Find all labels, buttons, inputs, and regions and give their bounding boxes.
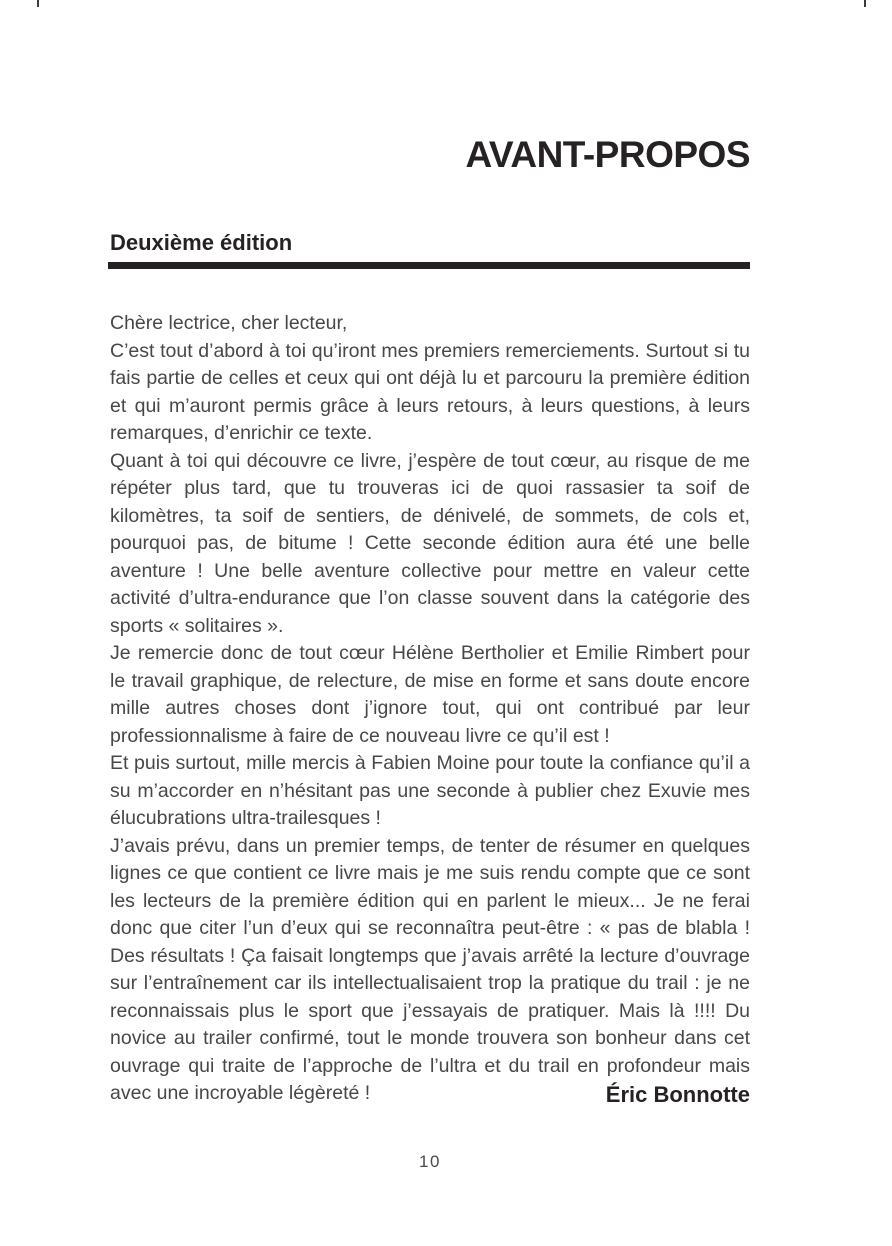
- body-paragraph: Quant à toi qui découvre ce livre, j’espère de tout cœur, au risque de me répéter plus tard, que tu trouveras ici de quoi rassasier ta soif de kilomètres, ta soif de sentiers, de dénivelé, de sommets, de cols et, pourquoi pas, de bitume ! Cette seconde édition aura été une belle aventure ! Une belle aventure collective pour mettre en valeur cette activité d’ultra-endurance que l’on classe souvent dans la catégorie des sports « solitaires ».: [110, 449, 750, 637]
- crop-mark-top-right-icon: [864, 0, 866, 7]
- body-paragraph: Chère lectrice, cher lecteur,: [110, 312, 348, 334]
- body-paragraph: Je remercie donc de tout cœur Hélène Bertholier et Emilie Rimbert pour le travail graphique, de relecture, de mise en forme et sans doute encore mille autres choses dont j’ignore tout, qui ont contribué par leur professionnalisme à faire de ce nouveau livre ce qu’il est !: [110, 642, 750, 747]
- page-number: 10: [419, 1152, 441, 1171]
- section-heading: Deuxième édition: [110, 230, 293, 255]
- body-paragraph: J’avais prévu, dans un premier temps, de tenter de résumer en quelques lignes ce que contient ce livre mais je me suis rendu compte que ce sont les lecteurs de la première édition qui en parlent le mieux... Je ne ferai donc que citer l’un d’eux qui se reconnaîtra peut-être : « pas de blabla ! Des résultats ! Ça faisait longtemps que j’avais arrêté la lecture d’ouvrage sur l’entraînement car ils intellectualisaient trop la pratique du trail : je ne reconnaissais plus le sport que j’essayais de pratiquer. Mais là !!!! Du novice au trailer confirmé, tout le monde trouvera son bonheur dans cet ouvrage qui traite de l’approche de l’ultra et du trail en profondeur mais avec une incroyable légèreté !: [110, 834, 750, 1104]
- author-signature: Éric Bonnotte: [605, 1082, 750, 1107]
- page-title: AVANT-PROPOS: [465, 134, 750, 175]
- body-paragraph: C’est tout d’abord à toi qu’iront mes premiers remerciements. Surtout si tu fais partie de celles et ceux qui ont déjà lu et parcouru la première édition et qui m’auront permis grâce à leurs retours, à leurs questions, à leurs remarques, d’enrichir ce texte.: [110, 339, 750, 444]
- body-paragraph: Et puis surtout, mille mercis à Fabien Moine pour toute la confiance qu’il a su m’accorder en n’hésitant pas une seconde à publier chez Exuvie mes élucubrations ultra-trailesques !: [110, 752, 750, 829]
- section-rule: [108, 262, 750, 269]
- body-text: [110, 310, 750, 1108]
- crop-mark-top-left-icon: [37, 0, 39, 7]
